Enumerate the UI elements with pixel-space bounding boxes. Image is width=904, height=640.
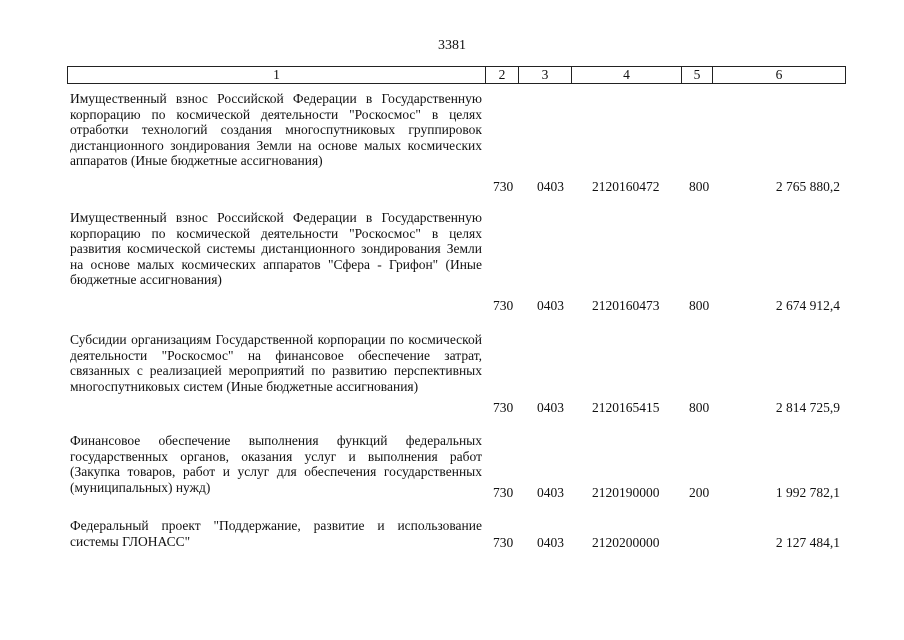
row-amount: 1 992 782,1 <box>775 485 840 500</box>
row-section-code: 0403 <box>537 485 564 500</box>
row-description: Финансовое обеспечение выполнения функций федеральных государственных органов, оказания услуг и выполнения работ (Закупка товаров, работ и услуг для обеспечения государственных (муниципальных) нужд) <box>70 433 482 495</box>
row-target-article: 2120160473 <box>592 298 660 313</box>
page-number: 3381 <box>438 38 466 53</box>
row-target-article: 2120190000 <box>592 485 660 500</box>
row-target-article: 2120165415 <box>592 400 660 415</box>
row-target-article: 2120200000 <box>592 535 660 550</box>
row-expense-type: 800 <box>689 179 710 194</box>
header-col-2: 2 <box>485 67 518 83</box>
row-amount: 2 127 484,1 <box>775 535 840 550</box>
table-header <box>67 66 846 84</box>
row-expense-type: 200 <box>689 485 710 500</box>
row-description: Федеральный проект "Поддержание, развитие и использование системы ГЛОНАСС" <box>70 518 482 549</box>
header-col-4: 4 <box>571 67 681 83</box>
row-description: Субсидии организациям Государственной корпорации по космической деятельности "Роскосмос" на финансовое обеспечение затрат, связанных с реализацией мероприятий по развитию перспективных многоспутниковых систем (Иные бюджетные ассигнования) <box>70 332 482 394</box>
row-amount: 2 674 912,4 <box>775 298 840 313</box>
row-description: Имущественный взнос Российской Федерации в Государственную корпорацию по космической деятельности "Роскосмос" в целях отработки технологий создания многоспутниковых группировок дистанционного зондирования Земли на основе малых космических аппаратов (Иные бюджетные ассигнования) <box>70 91 482 168</box>
row-description: Имущественный взнос Российской Федерации в Государственную корпорацию по космической деятельности "Роскосмос" в целях развития космической системы дистанционного зондирования Земли на основе малых космических аппаратов "Сфера - Грифон" (Иные бюджетные ассигнования) <box>70 210 482 287</box>
row-expense-type: 800 <box>689 400 710 415</box>
row-section-code: 0403 <box>537 298 564 313</box>
header-col-3: 3 <box>518 67 571 83</box>
row-ved-code: 730 <box>493 400 514 415</box>
header-col-5: 5 <box>681 67 712 83</box>
row-section-code: 0403 <box>537 400 564 415</box>
row-expense-type: 800 <box>689 298 710 313</box>
row-ved-code: 730 <box>493 485 514 500</box>
row-ved-code: 730 <box>493 298 514 313</box>
header-col-1: 1 <box>273 67 280 82</box>
row-amount: 2 814 725,9 <box>775 400 840 415</box>
row-target-article: 2120160472 <box>592 179 660 194</box>
row-section-code: 0403 <box>537 535 564 550</box>
row-amount: 2 765 880,2 <box>775 179 840 194</box>
row-section-code: 0403 <box>537 179 564 194</box>
row-ved-code: 730 <box>493 179 514 194</box>
row-ved-code: 730 <box>493 535 514 550</box>
header-col-6: 6 <box>712 67 845 83</box>
